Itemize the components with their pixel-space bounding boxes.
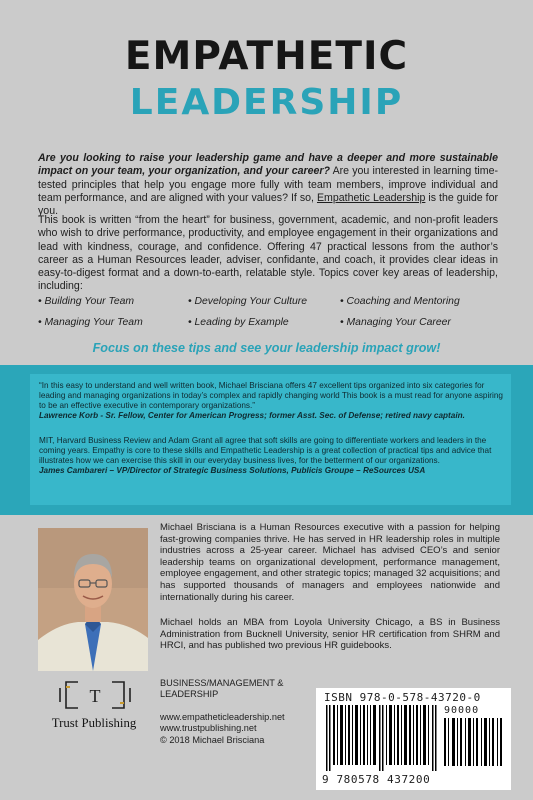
intro-question: Are you looking to raise your leadership game and have a deeper and more sustainable impact on your team, your organization, and your career? bbox=[38, 152, 498, 178]
addon-barcode-icon bbox=[444, 718, 502, 766]
isbn-barcode bbox=[316, 688, 511, 790]
website-link[interactable]: www.empatheticleadership.net bbox=[160, 712, 285, 722]
description-paragraph: This book is written “from the heart” for business, government, academic, and non-profit leaders who wish to drive performance, productivity, and employee engagement in their organizations and lead with kindness, courage, and confidence. Offering 47 practical lessons from the author’s career as a Human Resources leader, adviser, confidante, and coach, it provides clear ideas in easy-to-digest format and a down-to-earth, relatable style. Topics cover key areas of leadership, including: bbox=[38, 214, 498, 293]
topic-item: • Managing Your Career bbox=[340, 317, 451, 328]
topic-item: • Developing Your Culture bbox=[188, 296, 307, 307]
title-line-1: EMPATHETIC bbox=[124, 34, 409, 79]
website-link[interactable]: www.trustpublishing.net bbox=[160, 723, 257, 734]
intro-end: is the guide for you. bbox=[38, 191, 499, 218]
barcode-icon bbox=[326, 705, 438, 771]
quote-text: MIT, Harvard Business Review and Adam Grant all agree that soft skills are going to differentiate workers and leaders in the coming years. Empathy is core to these skills and Empathetic Leadership is a great collection of practical tips and advice that illustrates how we can exercise this skill in our everyday business lives, for the betterment of our organizations. bbox=[39, 436, 492, 465]
quote-text: “In this easy to understand and well written book, Michael Brisciana offers 47 excellent tips organized into six categories for leading and managing organizations in today’s complex and rapidly changing world This book is a must read for anyone aspiring to be an effective executive in contemporary organizations.” bbox=[39, 381, 503, 410]
author-bio-paragraph: Michael holds an MBA from Loyola University Chicago, a BS in Business Administration from Bucknell University, senior HR certification from SHRM and HRCI, and has published two previous HR guidebooks. bbox=[160, 617, 500, 652]
topic-item: • Managing Your Team bbox=[38, 317, 143, 328]
category-line: LEADERSHIP bbox=[160, 689, 219, 700]
testimonial-quote bbox=[39, 436, 504, 476]
logo-letter: T bbox=[89, 686, 101, 706]
intro-book-title: Empathetic Leadership bbox=[316, 191, 426, 204]
focus-tagline: Focus on these tips and see your leadership impact grow! bbox=[92, 341, 441, 355]
testimonial-quote bbox=[39, 381, 504, 421]
topic-item: • Leading by Example bbox=[188, 317, 289, 328]
price-code: 90000 bbox=[444, 705, 480, 716]
topic-item: • Building Your Team bbox=[38, 296, 135, 307]
author-bio-paragraph: Michael Brisciana is a Human Resources executive with a passion for helping fast-growing companies thrive. He has served in HR leadership roles in multiple industries across a 25-year career. Michael has advised CEO’s and senior leadership teams on organizational development, performance management, employee engagement, and other strategic topics; managed 32 acquisitions; and has supported thousands of managers and employees nationwide and internationally during his career. bbox=[160, 522, 500, 603]
title-line-2: LEADERSHIP bbox=[129, 82, 404, 123]
publisher-name: Trust Publishing bbox=[51, 716, 137, 730]
author-portrait-image bbox=[38, 528, 148, 671]
category-block bbox=[160, 678, 283, 701]
testimonial-band bbox=[0, 365, 533, 515]
copyright-line: © 2018 Michael Brisciana bbox=[160, 734, 265, 745]
links-block bbox=[160, 712, 285, 746]
isbn-label: ISBN 978-0-578-43720-0 bbox=[324, 691, 481, 704]
barcode-digits: 9 780578 437200 bbox=[322, 773, 431, 786]
testimonial-panel bbox=[30, 374, 511, 505]
category-line: BUSINESS/MANAGEMENT & bbox=[160, 678, 284, 688]
intro-paragraph bbox=[38, 152, 498, 218]
topic-item: • Coaching and Mentoring bbox=[340, 296, 460, 307]
quote-attribution: James Cambareri – VP/Director of Strategic Business Solutions, Publicis Groupe – ReSources USA bbox=[39, 466, 426, 475]
quote-attribution: Lawrence Korb - Sr. Fellow, Center for American Progress; former Asst. Sec. of Defense; retired navy captain. bbox=[39, 411, 465, 420]
author-photo bbox=[38, 528, 148, 671]
intro-text: Are you interested in learning time-tested principles that help you engage more fully with team members, improve individual and team performance, and are aligned with your values? If so, bbox=[38, 165, 498, 204]
